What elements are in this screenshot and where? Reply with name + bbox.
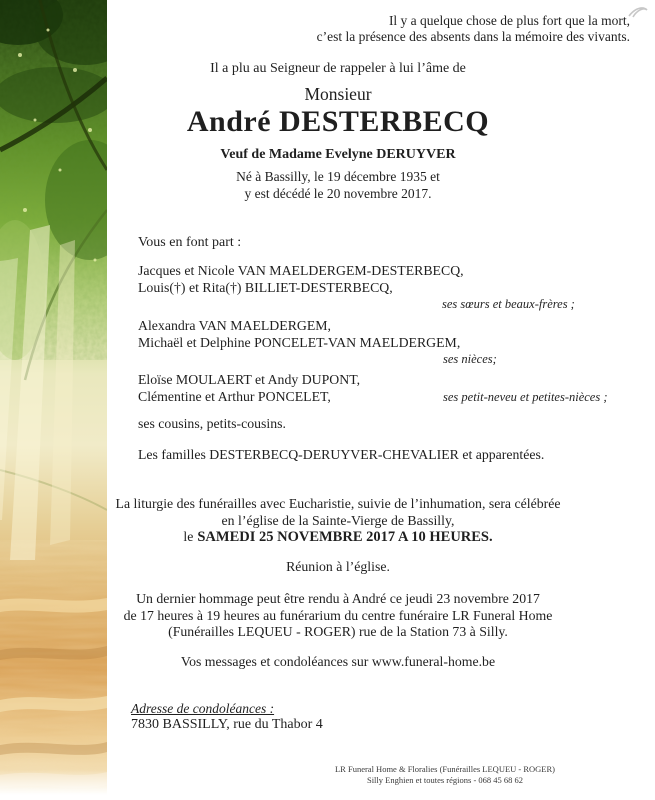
family-names-line: Eloïse MOULAERT et Andy DUPONT, [138,372,361,387]
forest-path-photo [0,0,107,795]
ceremony-date-prefix: le [183,529,194,544]
address-value: 7830 BASSILLY, rue du Thabor 4 [131,717,323,732]
family-names-line: Alexandra VAN MAELDERGEM, [138,318,332,333]
birth-line: Né à Bassilly, le 19 décembre 1935 et [236,169,440,184]
quote-line-2: c’est la présence des absents dans la mémoire des vivants. [316,29,630,44]
homage-line-3: (Funérailles LEQUEU - ROGER) rue de la Station 73 à Silly. [168,624,508,639]
cousins-line: ses cousins, petits-cousins. [138,416,286,431]
homage-block [107,591,569,641]
scan-artifact [627,4,649,20]
opening-quote [290,13,630,45]
family-names-line: Louis(†) et Rita(†) BILLIET-DESTERBECQ, [138,279,393,295]
family-names-line: Michaël et Delphine PONCELET-VAN MAELDERGEM, [138,334,461,350]
forest-path-photo-art [0,0,107,795]
family-names-line: Clémentine et Arthur PONCELET, [138,388,331,404]
address-label: Adresse de condoléances : [131,701,275,716]
family-group-2 [138,318,460,351]
relation-label-sisters: ses sœurs et beaux-frères ; [442,297,575,311]
family-names-line: Jacques et Nicole VAN MAELDERGEM-DESTERBECQ, [138,263,464,278]
family-group-3 [138,372,360,405]
ceremony-date: SAMEDI 25 NOVEMBRE 2017 A 10 HEURES. [197,529,493,545]
homage-line-1: Un dernier hommage peut être rendu à André ce jeudi 23 novembre 2017 [136,591,540,606]
footer-line-2: Silly Enghien et toutes régions - 068 45 68 62 [366,775,524,785]
ceremony-line-3 [107,529,569,546]
family-group-1 [138,263,464,296]
meeting-line: Réunion à l’église. [286,559,390,574]
relation-label-grandnephews: ses petit-neveu et petites-nièces ; [443,390,608,404]
quote-line-1: Il y a quelque chose de plus fort que la mort, [388,13,630,28]
intro-line: Il a plu au Seigneur de rappeler à lui l’âme de [210,61,466,76]
deceased-name: André DESTERBECQ [186,105,490,138]
homage-line-2: de 17 heures à 19 heures au funérarium du centre funéraire LR Funeral Home [123,607,553,623]
civility-title: Monsieur [304,84,372,104]
ceremony-line-2: en l’église de la Sainte-Vierge de Bassilly, [221,512,455,528]
ceremony-block [107,496,569,546]
footer-line-1: LR Funeral Home & Floralies (Funérailles LEQUEU - ROGER) [334,764,556,774]
announcement-line: Vous en font part : [138,235,242,250]
ceremony-line-1: La liturgie des funérailles avec Eucharistie, suivie de l’inhumation, sera célébrée [115,496,561,511]
funeral-home-footer [300,764,590,786]
widower-line: Veuf de Madame Evelyne DERUYVER [220,147,456,162]
birth-death-block [107,169,569,202]
condolences-web-line: Vos messages et condoléances sur www.funeral-home.be [180,654,496,669]
death-line: y est décédé le 20 novembre 2017. [244,185,432,201]
relation-label-nieces: ses nièces; [443,352,497,366]
families-line: Les familles DESTERBECQ-DERUYVER-CHEVALIER et apparentées. [138,447,545,462]
